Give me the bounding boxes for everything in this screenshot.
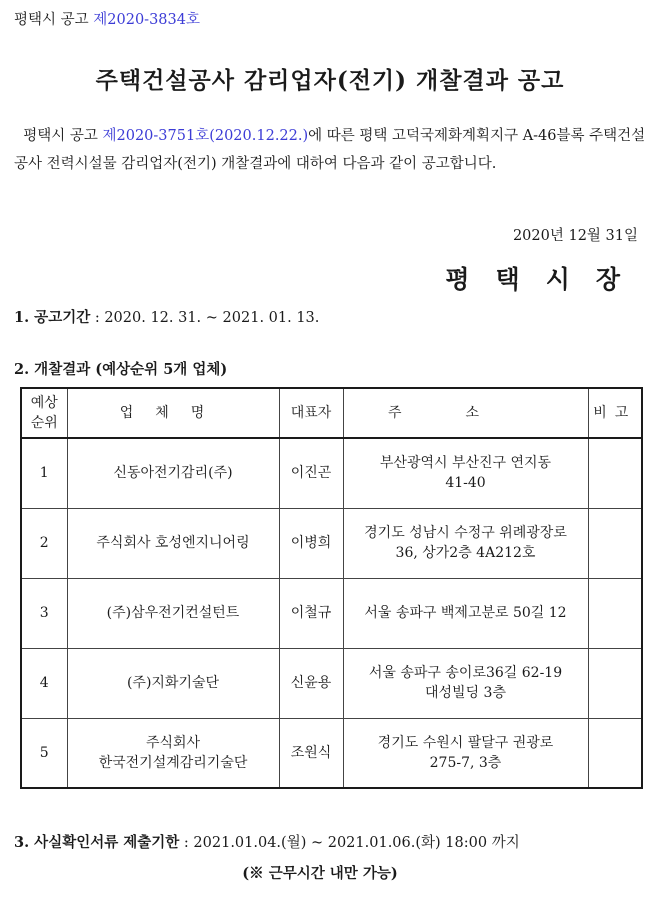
address-line2: 41-40 xyxy=(445,475,486,492)
header-representative: 대표자 xyxy=(279,388,343,438)
cell-company xyxy=(67,508,279,578)
cell-company xyxy=(67,648,279,718)
header-rank xyxy=(21,388,67,438)
cell-address xyxy=(343,718,588,788)
notice-number-value: 제2020-3834호 xyxy=(93,12,200,28)
cell-company xyxy=(67,718,279,788)
cell-representative: 조원식 xyxy=(279,718,343,788)
section-period xyxy=(14,306,319,327)
company-line1: 주식회사 xyxy=(145,734,201,751)
header-note xyxy=(588,388,642,438)
header-address-label: 주소 xyxy=(387,405,544,421)
cell-address xyxy=(343,578,588,648)
company-line2: 한국전기설계감리기술단 xyxy=(98,754,248,771)
cell-rank: 5 xyxy=(21,718,67,788)
results-table xyxy=(20,387,643,789)
cell-company xyxy=(67,578,279,648)
table-row xyxy=(21,578,642,648)
address-line1: 서울 송파구 송이로36길 62-19 xyxy=(368,665,563,681)
cell-rank: 2 xyxy=(21,508,67,578)
signer-title: 평택시장 xyxy=(445,265,646,294)
table-row xyxy=(21,438,642,508)
cell-address xyxy=(343,648,588,718)
company-line1: (주)지화기술단 xyxy=(126,675,220,691)
address-line1: 서울 송파구 백제고분로 50길 12 xyxy=(364,605,567,621)
section-submission-label: 3. 사실확인서류 제출기한 xyxy=(14,834,180,851)
company-line1: 신동아전기감리(주) xyxy=(113,465,233,482)
address-line1: 부산광역시 부산진구 연지동 xyxy=(379,455,552,472)
address-line2: 36, 상가2층 4A212호 xyxy=(395,545,536,561)
address-line2: 275-7, 3층 xyxy=(429,754,502,771)
cell-representative: 이진곤 xyxy=(279,438,343,508)
notice-prefix: 평택시 공고 xyxy=(14,12,94,28)
header-company xyxy=(67,388,279,438)
address-line1: 경기도 성남시 수정구 위례광장로 xyxy=(364,525,567,541)
business-hours-note: (※ 근무시간 내만 가능) xyxy=(242,865,398,882)
cell-rank: 3 xyxy=(21,578,67,648)
section-period-label: 1. 공고기간 xyxy=(14,309,91,326)
document-title: 주택건설공사 감리업자(전기) 개찰결과 공고 xyxy=(95,67,565,94)
cell-company xyxy=(67,438,279,508)
header-note-label: 비고 xyxy=(593,405,637,421)
cell-note xyxy=(588,578,642,648)
section-submission-value: : 2021.01.04.(월) ~ 2021.01.06.(화) 18:00 까지 xyxy=(179,835,520,851)
cell-address xyxy=(343,438,588,508)
cell-representative: 이철규 xyxy=(279,578,343,648)
cell-rank: 1 xyxy=(21,438,67,508)
header-address xyxy=(343,388,588,438)
intro-reference: 제2020-3751호(2020.12.22.) xyxy=(102,128,309,144)
table-row xyxy=(21,508,642,578)
header-rank-line1: 예상 xyxy=(30,395,58,411)
announcement-date: 2020년 12월 31일 xyxy=(512,228,638,244)
section-results-heading: 2. 개찰결과 (예상순위 5개 업체) xyxy=(14,361,228,378)
notice-number xyxy=(14,8,200,29)
cell-rank: 4 xyxy=(21,648,67,718)
table-row xyxy=(21,648,642,718)
cell-note xyxy=(588,648,642,718)
cell-note xyxy=(588,508,642,578)
address-line1: 경기도 수원시 팔달구 권광로 xyxy=(377,734,554,751)
company-line1: (주)삼우전기컨설턴트 xyxy=(106,605,240,621)
cell-note xyxy=(588,438,642,508)
table-row xyxy=(21,718,642,788)
cell-representative: 신윤용 xyxy=(279,648,343,718)
intro-paragraph xyxy=(14,122,648,178)
cell-note xyxy=(588,718,642,788)
section-submission xyxy=(14,831,520,852)
header-rank-line2: 순위 xyxy=(30,415,58,431)
table-header-row xyxy=(21,388,642,438)
address-line2: 대성빌딩 3층 xyxy=(425,685,506,701)
intro-before: 평택시 공고 xyxy=(23,128,103,144)
intro-after: 에 따른 평택 고덕국제화계획지구 A-46블록 주택건설공사 전력시설물 감리업자(전기) 개찰결과에 대하여 다음과 같이 공고합니다. xyxy=(14,128,646,172)
cell-representative: 이병희 xyxy=(279,508,343,578)
header-company-label: 업체명 xyxy=(119,405,227,421)
cell-address xyxy=(343,508,588,578)
company-line1: 주식회사 호성엔지니어링 xyxy=(96,535,250,551)
section-period-value: : 2020. 12. 31. ~ 2021. 01. 13. xyxy=(90,310,320,326)
